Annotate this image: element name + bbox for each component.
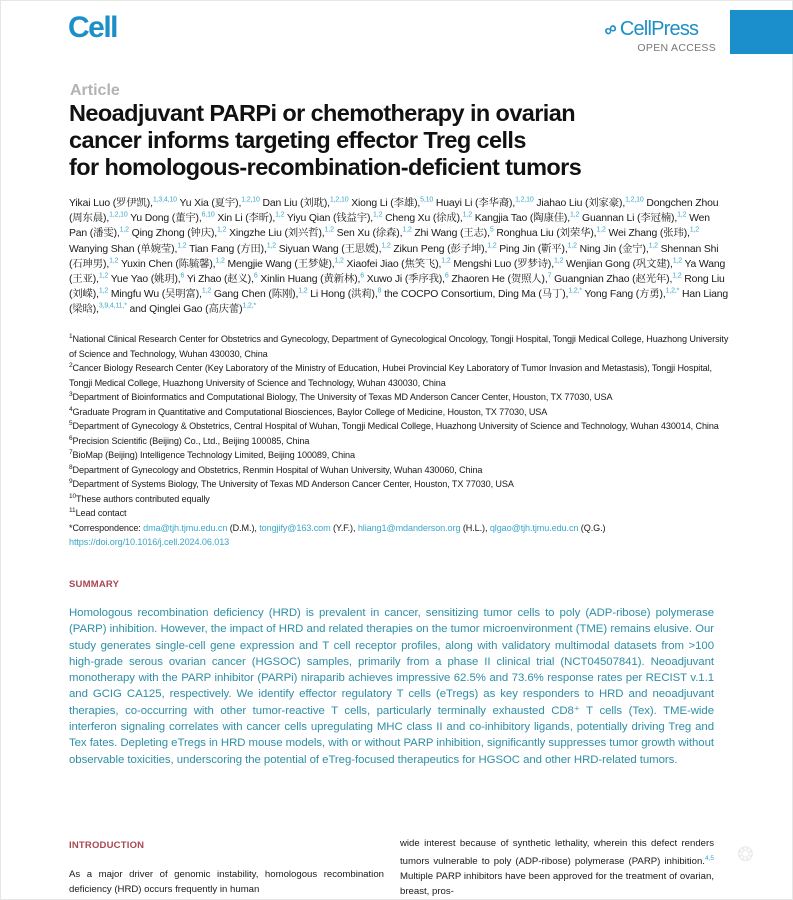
- email-owner: (D.M.),: [227, 522, 260, 533]
- author-name: Xin Li (李昕),: [217, 213, 276, 225]
- author-name: Xinlin Huang (黄新林),: [260, 274, 361, 286]
- summary-heading: SUMMARY: [69, 579, 120, 590]
- author-affiliation-ref[interactable]: 6: [180, 272, 185, 280]
- email-link[interactable]: tongjify@163.com: [259, 522, 331, 533]
- author-name: Xuwo Ji (季序我),: [366, 274, 445, 286]
- affiliation-item: [69, 492, 729, 507]
- author-name: Xiaofei Jiao (焦笑飞),: [346, 258, 442, 270]
- journal-logo[interactable]: Cell: [68, 11, 118, 44]
- author-name: Sen Xu (徐森),: [336, 228, 403, 240]
- affiliation-text: BioMap (Beijing) Intelligence Technology Limited, Beijing 100089, China: [72, 450, 355, 460]
- author-name: Dan Liu (刘耽),: [262, 198, 330, 209]
- author-affiliation-ref[interactable]: 1,2,10: [329, 196, 349, 204]
- author-affiliation-ref[interactable]: 1,2: [553, 257, 564, 265]
- author-affiliation-ref[interactable]: 7: [547, 272, 552, 280]
- author-name: Yiyu Qian (钱益宇),: [286, 213, 374, 225]
- introduction-left-column: As a major driver of genomic instability, homologous recombination deficiency (HRD) occurs frequently in human: [69, 869, 384, 895]
- author-name: Guangnian Zhao (赵光年),: [554, 274, 673, 286]
- author-affiliation-ref[interactable]: 1,2,10: [515, 196, 534, 204]
- author-name: Yi Zhao (赵义),: [186, 274, 254, 286]
- author-name: Mengshi Luo (罗梦诗),: [453, 258, 554, 270]
- author-name: Ronghua Liu (刘荣华),: [496, 228, 597, 240]
- author-name: Zikun Peng (彭子坤),: [393, 243, 488, 255]
- author-affiliation-ref[interactable]: 1,2: [648, 242, 658, 250]
- affiliation-text: National Clinical Research Center for Obstetrics and Gynecology, Department of Gynecological Oncology, Tongji Hospital, Tongji Medical College, Huazhong University of Science and Technology, Wuhan 430030, China: [69, 334, 729, 359]
- affiliation-item: [69, 419, 729, 434]
- affiliation-item: [69, 390, 729, 405]
- affiliation-number: 2: [69, 361, 73, 369]
- affiliation-number: 5: [69, 419, 73, 427]
- open-access-label: OPEN ACCESS: [637, 42, 716, 54]
- author-name: the COCPO Consortium, Ding Ma (马丁),: [384, 289, 569, 301]
- author-affiliation-ref[interactable]: 5,10: [420, 196, 434, 204]
- watermark-icon: ❂: [737, 844, 754, 866]
- affiliations: [69, 332, 729, 550]
- affiliation-number: 6: [69, 434, 73, 442]
- publisher-name: CellPress: [619, 18, 699, 40]
- affiliation-number: 1: [69, 332, 73, 340]
- affiliation-number: 9: [69, 477, 73, 485]
- author-affiliation-ref[interactable]: 1,3,4,10: [152, 196, 177, 204]
- author-affiliation-ref[interactable]: 1,2: [324, 226, 334, 234]
- email-owner: (Q.G.): [578, 522, 606, 533]
- email-link[interactable]: hliang1@mdanderson.org: [357, 522, 461, 533]
- author-name: Dongchen Zhou (周东晨),: [69, 198, 719, 225]
- intro-text: Multiple PARP inhibitors have been approved for the treatment of ovarian, breast, pros-: [400, 871, 714, 898]
- affiliation-text: Department of Gynecology and Obstetrics, Renmin Hospital of Wuhan University, Wuhan 430060, China: [72, 464, 483, 475]
- author-name: Xingzhe Liu (刘兴哲),: [229, 228, 325, 240]
- author-name: Siyuan Wang (王思媛),: [278, 243, 382, 255]
- affiliation-number: 11: [69, 506, 76, 514]
- affiliation-text: Lead contact: [75, 508, 127, 518]
- author-affiliation-ref[interactable]: 1,2: [275, 211, 285, 219]
- author-affiliation-ref[interactable]: 3,9,4,11,*: [98, 302, 127, 310]
- author-affiliation-ref[interactable]: 1,2: [98, 272, 109, 280]
- affiliation-text: Department of Gynecology & Obstetrics, Central Hospital of Wuhan, Tongji Medical College, Huazhong University of Science and Technology, Wuhan 430014, China: [72, 421, 719, 431]
- email-owner: (Y.F.),: [330, 522, 358, 533]
- title-line: cancer informs targeting effector Treg cells: [69, 127, 526, 153]
- affiliation-item: [69, 477, 729, 492]
- affiliation-number: 4: [69, 405, 73, 413]
- article-type: Article: [70, 82, 120, 99]
- author-affiliation-ref[interactable]: 1,2,10: [109, 211, 128, 219]
- affiliation-item: [69, 506, 729, 521]
- author-affiliation-ref[interactable]: 1,2: [677, 211, 687, 219]
- email-link[interactable]: qlgao@tjh.tjmu.edu.cn: [489, 522, 579, 533]
- author-name: Cheng Xu (徐成),: [385, 213, 463, 225]
- author-name: Zhaoren He (贺照人),: [451, 274, 548, 286]
- author-name: Huayi Li (李华裔),: [435, 198, 516, 209]
- affiliation-text: These authors contributed equally: [76, 493, 210, 504]
- summary-text: Homologous recombination deficiency (HRD) is prevalent in cancer, sensitizing tumor cells to poly (ADP-ribose) polymerase (PARP) inhibition. However, the impact of HRD and related therapies on the tumor microenvironment (TME) remains elusive. Our study generates single-cell gene expression and T cell receptor profiles, along with validatory multimodal datasets from >100 high-grade serous ovarian cancer (HGSOC) samples, primarily from a phase II clinical trial (NCT04507841). Neoadjuvant monotherapy with the PARP inhibitor (PARPi) niraparib achieves impressive 62.5% and 73.6% response rates per RECIST v.1.1 and GCIG CA125, respectively. We identify effector regulatory T cells (eTregs) as key responders to HRD and neoadjuvant therapies, co-occurring with other tumor-reactive T cells, particularly terminally exhausted CD8⁺ T cells (Tex). TME-wide interferon signaling correlates with cancer cells upregulating MHC class II and co-inhibitory ligands, potentially driving Treg and Tex fates. Depleting eTregs in HRD mouse models, with or without PARP inhibition, significantly suppresses tumor growth without observable toxicities, underscoring the potential of eTreg-focused therapeutics for HGSOC and other HRD-related tumors.: [69, 607, 714, 766]
- author-affiliation-ref[interactable]: 6: [360, 272, 364, 280]
- author-affiliation-ref[interactable]: 1,2: [215, 257, 225, 265]
- title-line: for homologous-recombination-deficient tumors: [69, 154, 582, 180]
- affiliation-text: Cancer Biology Research Center (Key Laboratory of the Ministry of Education, Hubei Provincial Key Laboratory of Tumor Invasion and Metastasis), Tongji Hospital, Tongji Medical College, Huazhong University of Science and Technology, Wuhan 430030, China: [69, 363, 712, 388]
- cellpress-logo[interactable]: [599, 17, 716, 54]
- author-affiliation-ref[interactable]: 1,2,*: [242, 302, 257, 310]
- journal-color-tab: [730, 10, 793, 54]
- author-name: Ping Jin (靳平),: [499, 243, 568, 255]
- correspondence: [69, 521, 729, 536]
- affiliation-number: 3: [69, 390, 73, 398]
- author-name: Mengjie Wang (王梦婕),: [227, 258, 335, 270]
- author-affiliation-ref[interactable]: 5: [489, 226, 494, 234]
- introduction-right-column: [400, 836, 714, 899]
- author-affiliation-ref[interactable]: 1,2: [266, 242, 276, 250]
- author-affiliation-ref[interactable]: 1,2,10: [241, 196, 260, 204]
- author-name: Guannan Li (李冠楠),: [582, 213, 678, 225]
- author-affiliation-ref[interactable]: 1,2: [201, 287, 212, 295]
- author-name: Zhi Wang (王志),: [414, 228, 490, 240]
- correspondence-label: *Correspondence:: [69, 522, 144, 533]
- author-affiliation-ref[interactable]: 1,2: [441, 257, 451, 265]
- author-affiliation-ref[interactable]: 1,2: [462, 211, 472, 219]
- author-name: Ning Jin (金宁),: [579, 243, 649, 255]
- affiliation-item: [69, 332, 729, 361]
- affiliation-text: Graduate Program in Quantitative and Computational Biosciences, Baylor College of Medicine, Houston, TX 77030, USA: [72, 406, 548, 417]
- affiliation-number: 8: [69, 463, 73, 471]
- author-name: Yu Xia (夏宇),: [179, 198, 242, 209]
- author-affiliation-ref[interactable]: 6: [253, 272, 258, 280]
- author-name: Wei Zhang (张玮),: [608, 228, 690, 240]
- article-title: [69, 100, 689, 181]
- author-name: Shennan Shi (石珅男),: [69, 243, 719, 270]
- author-name: Rong Liu (刘嵘),: [69, 274, 725, 301]
- affiliation-number: 10: [69, 492, 77, 500]
- author-name: Li Hong (洪莉),: [310, 289, 378, 301]
- author-name: Yikai Luo (罗伊凯),: [69, 198, 153, 209]
- author-affiliation-ref[interactable]: 1,2: [672, 272, 682, 280]
- author-name: Ya Wang (王亚),: [69, 258, 726, 286]
- author-affiliation-ref[interactable]: 1,2,*: [665, 287, 680, 295]
- author-name: Qing Zhong (钟庆),: [131, 228, 218, 240]
- author-affiliation-ref[interactable]: 1,2: [119, 226, 129, 234]
- author-affiliation-ref[interactable]: 1,2,10: [625, 196, 644, 204]
- author-affiliation-ref[interactable]: 8: [377, 287, 382, 295]
- author-affiliation-ref[interactable]: 6: [444, 272, 449, 280]
- affiliation-item: [69, 448, 729, 463]
- author-affiliation-ref[interactable]: 1,2: [487, 242, 497, 250]
- author-name: Gang Chen (陈刚),: [213, 289, 299, 301]
- affiliation-item: [69, 361, 729, 390]
- author-affiliation-ref[interactable]: 1,2: [334, 257, 344, 265]
- email-link[interactable]: dma@tjh.tjmu.edu.cn: [143, 522, 228, 533]
- affiliation-item: [69, 463, 729, 478]
- author-name: and Qinglei Gao (高庆蕾): [129, 304, 243, 316]
- affiliation-text: Department of Systems Biology, The University of Texas MD Anderson Cancer Center, Houston, TX 77030, USA: [72, 479, 514, 489]
- author-affiliation-ref[interactable]: 1,2: [402, 226, 412, 234]
- author-name: Yue Yao (姚玥),: [110, 274, 181, 286]
- author-affiliation-ref[interactable]: 1,2: [98, 287, 109, 295]
- intro-text: wide interest because of synthetic lethality, wherein this defect renders tumors vulnerable to poly (ADP-ribose) polymerase (PARP) inhibition.: [400, 838, 714, 868]
- author-affiliation-ref[interactable]: 1,2: [689, 226, 700, 234]
- author-name: Yu Dong (董宇),: [130, 213, 202, 225]
- author-name: Mingfu Wu (吴明富),: [110, 289, 202, 301]
- introduction-heading: INTRODUCTION: [69, 840, 145, 851]
- author-affiliation-ref[interactable]: 1,2,*: [568, 287, 582, 295]
- author-name: Wanying Shan (单婉莹),: [69, 243, 178, 255]
- author-affiliation-ref[interactable]: 1,2: [373, 211, 383, 219]
- doi-link[interactable]: https://doi.org/10.1016/j.cell.2024.06.013: [69, 537, 230, 547]
- author-affiliation-ref[interactable]: 1,2: [177, 242, 187, 250]
- cellpress-link-icon: ∞: [599, 17, 621, 41]
- author-name: Yuxin Chen (陈毓馨),: [120, 258, 216, 270]
- affiliation-item: [69, 434, 729, 449]
- author-affiliation-ref[interactable]: 1,2: [567, 242, 577, 250]
- author-name: Kangjia Tao (陶康佳),: [474, 213, 570, 225]
- author-affiliation-ref[interactable]: 1,2: [569, 211, 580, 219]
- author-name: Tian Fang (方田),: [189, 243, 267, 255]
- title-line: Neoadjuvant PARPi or chemotherapy in ovarian: [69, 100, 575, 126]
- author-affiliation-ref[interactable]: 1,2: [109, 257, 119, 265]
- author-affiliation-ref[interactable]: 6,10: [201, 211, 215, 219]
- affiliation-item: [69, 405, 729, 420]
- author-name: Wen Pan (潘雯),: [69, 213, 710, 240]
- author-name: Jiahao Liu (刘家豪),: [536, 198, 626, 209]
- affiliation-text: Precision Scientific (Beijing) Co., Ltd., Beijing 100085, China: [72, 435, 310, 446]
- author-name: Han Liang (梁晗),: [69, 289, 729, 316]
- author-affiliation-ref[interactable]: 1,2: [381, 242, 391, 250]
- author-list: [69, 196, 729, 318]
- author-name: Xiong Li (李雄),: [351, 198, 421, 209]
- affiliation-number: 7: [69, 448, 73, 456]
- author-name: Wenjian Gong (巩文建),: [566, 258, 673, 270]
- author-name: Yong Fang (方勇),: [584, 289, 666, 301]
- email-owner: (H.L.),: [460, 522, 490, 533]
- author-affiliation-ref[interactable]: 1,2: [298, 287, 308, 295]
- author-affiliation-ref[interactable]: 1,2: [217, 226, 227, 234]
- citation-ref[interactable]: 4,5: [704, 855, 714, 862]
- affiliation-text: Department of Bioinformatics and Computational Biology, The University of Texas MD Anderson Cancer Center, Houston, TX 77030, USA: [72, 392, 613, 402]
- author-affiliation-ref[interactable]: 1,2: [672, 257, 682, 265]
- author-affiliation-ref[interactable]: 1,2: [596, 226, 606, 234]
